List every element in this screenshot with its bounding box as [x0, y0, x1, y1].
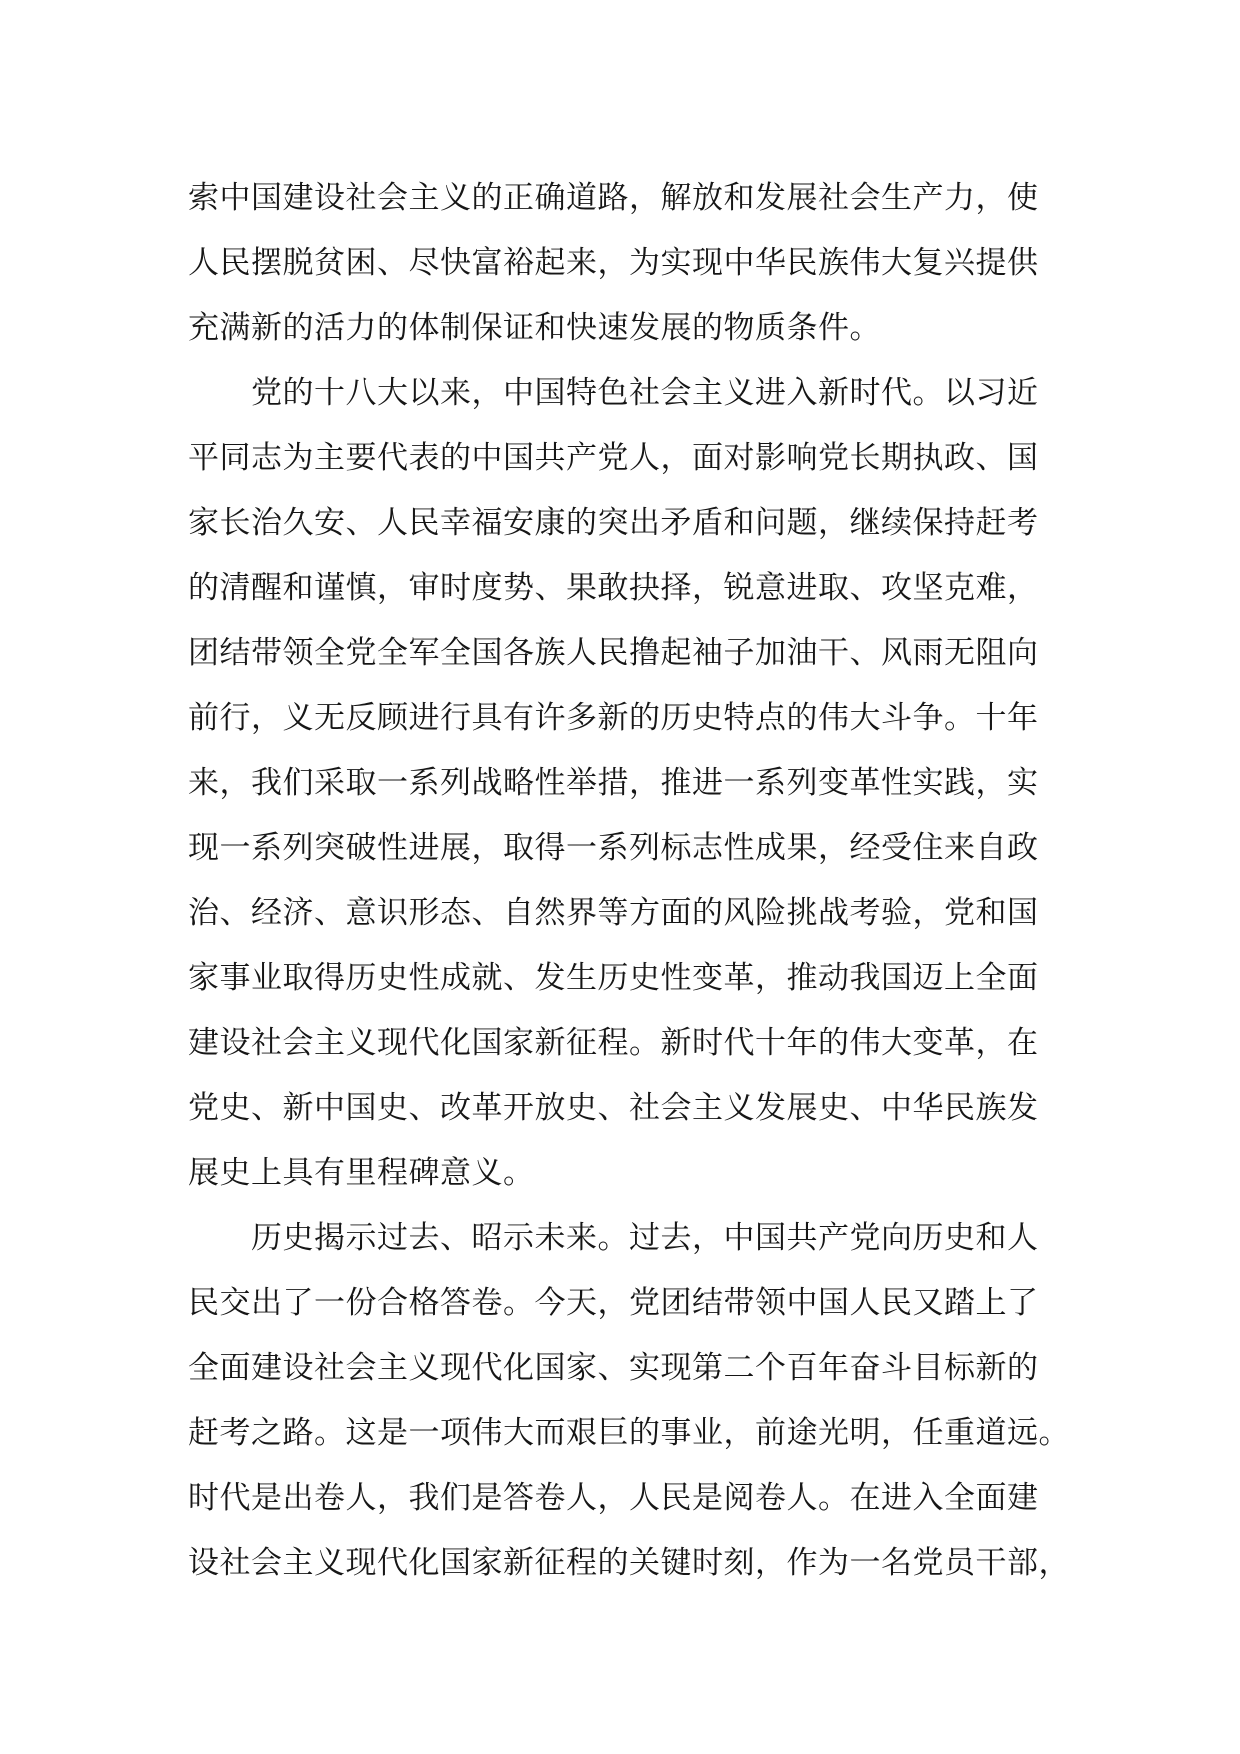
text-line: 来，我们采取一系列战略性举措，推进一系列变革性实践，实: [188, 765, 1039, 801]
text-line: 民交出了一份合格答卷。今天，党团结带领中国人民又踏上了: [188, 1285, 1039, 1321]
text-line: 设社会主义现代化国家新征程的关键时刻，作为一名党员干部，: [188, 1545, 1070, 1581]
text-line: 治、经济、意识形态、自然界等方面的风险挑战考验，党和国: [188, 895, 1039, 931]
paragraph: [188, 166, 1088, 361]
text-line: 建设社会主义现代化国家新征程。新时代十年的伟大变革，在: [188, 1025, 1039, 1061]
text-line: 团结带领全党全军全国各族人民撸起袖子加油干、风雨无阻向: [188, 635, 1039, 671]
text-line: 平同志为主要代表的中国共产党人，面对影响党长期执政、国: [188, 440, 1039, 476]
text-line: 前行，义无反顾进行具有许多新的历史特点的伟大斗争。十年: [188, 700, 1039, 736]
paragraph: [188, 361, 1088, 1206]
text-line: 党的十八大以来，中国特色社会主义进入新时代。以习近: [188, 375, 1039, 411]
text-line: 人民摆脱贫困、尽快富裕起来，为实现中华民族伟大复兴提供: [188, 245, 1039, 281]
text-line: 的清醒和谨慎，审时度势、果敢抉择，锐意进取、攻坚克难，: [188, 570, 1039, 606]
text-line: 全面建设社会主义现代化国家、实现第二个百年奋斗目标新的: [188, 1350, 1039, 1386]
text-line: 家长治久安、人民幸福安康的突出矛盾和问题，继续保持赶考: [188, 505, 1039, 541]
text-line: 充满新的活力的体制保证和快速发展的物质条件。: [188, 310, 881, 346]
text-line: 历史揭示过去、昭示未来。过去，中国共产党向历史和人: [188, 1220, 1039, 1256]
text-line: 赶考之路。这是一项伟大而艰巨的事业，前途光明，任重道远。: [188, 1415, 1070, 1451]
text-line: 党史、新中国史、改革开放史、社会主义发展史、中华民族发: [188, 1090, 1039, 1126]
text-line: 时代是出卷人，我们是答卷人，人民是阅卷人。在进入全面建: [188, 1480, 1039, 1516]
text-line: 索中国建设社会主义的正确道路，解放和发展社会生产力，使: [188, 180, 1039, 216]
document-body: [188, 166, 1088, 1596]
text-line: 现一系列突破性进展，取得一系列标志性成果，经受住来自政: [188, 830, 1039, 866]
text-line: 家事业取得历史性成就、发生历史性变革，推动我国迈上全面: [188, 960, 1039, 996]
text-line: 展史上具有里程碑意义。: [188, 1155, 535, 1191]
paragraph: [188, 1206, 1088, 1596]
